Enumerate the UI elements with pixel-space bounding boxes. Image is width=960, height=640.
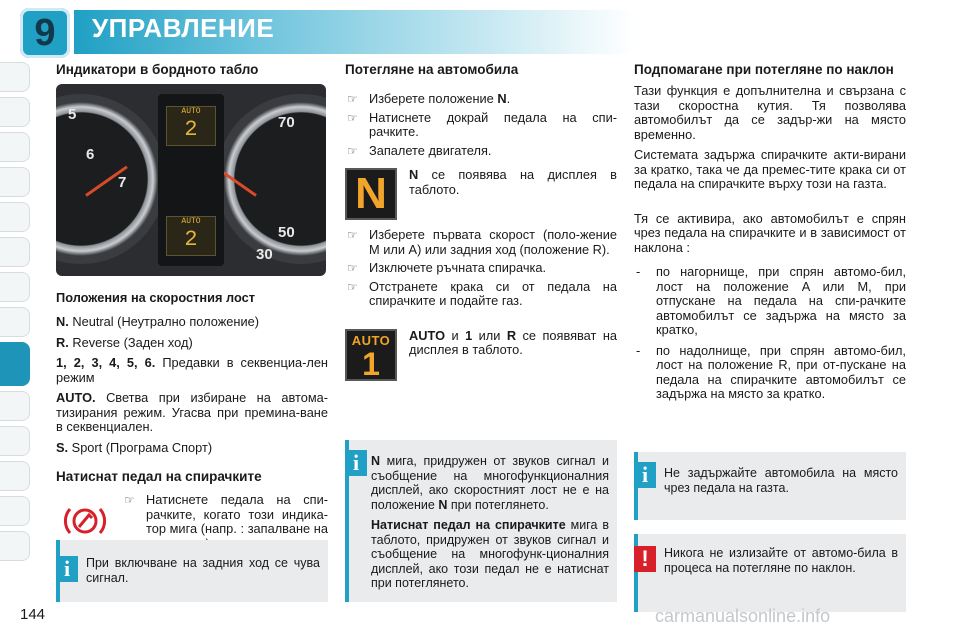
- watermark: carmanualsonline.info: [655, 606, 831, 626]
- hill-start-paragraph: Системата задържа спирачките акти-вирани за кратко, така че да премес-тите крака си от педала на спирачките върху този на газта.: [634, 147, 906, 191]
- side-tab[interactable]: [0, 62, 30, 92]
- n-indicator-row: [345, 168, 617, 220]
- warning-box-leave-vehicle: Никога не излизайте от автомо-била в процеса на потегляне по наклон.: [634, 534, 906, 612]
- gear-item-n: N. Neutral (Неутрално положение): [56, 314, 259, 329]
- n-indicator-picture: N: [345, 168, 397, 220]
- dashboard-illustration: [56, 84, 326, 276]
- list-item: - по нагорнище, при спрян автомо-бил, лост на положение A или M, при отпускане на педала на спи-рачките автомобилът се задържа на място за кратко,: [636, 264, 906, 337]
- speedo-number: 30: [256, 246, 273, 263]
- list-item: ☞ Изберете положение N.: [347, 91, 511, 106]
- warning-icon: !: [634, 546, 656, 572]
- info-icon: i: [345, 450, 367, 476]
- column-dashboard-indicators: [56, 62, 328, 555]
- info-icon: i: [56, 556, 78, 582]
- chapter-title: УПРАВЛЕНИЕ: [92, 13, 275, 43]
- side-tab[interactable]: [0, 167, 30, 197]
- hill-start-paragraph: Тя се активира, ако автомобилът е спрян чрез педала на спирачките и в зависимост от наклона :: [634, 210, 906, 255]
- side-tab[interactable]: [0, 496, 30, 526]
- side-tab[interactable]: [0, 272, 30, 302]
- side-tab[interactable]: [0, 202, 30, 232]
- auto-indicator-row: [345, 329, 617, 381]
- column-hill-start-assist: [634, 62, 906, 408]
- side-tab[interactable]: [0, 132, 30, 162]
- list-item: - по надолнище, при спрян автомо-бил, лост на положение R, при от-пускане на педала на спирачките автомобилът се задържа на място за кратко.: [636, 342, 906, 401]
- gear-item-sequential: 1, 2, 3, 4, 5, 6. Предавки в секвенциа-лен режим: [56, 355, 329, 385]
- list-item: ☞ Отстранете крака си от педала на спирачките и подайте газ.: [347, 278, 617, 308]
- list-item: ☞ Натиснете докрай педала на спи-рачките.: [347, 109, 617, 139]
- lcd-value: 2: [184, 227, 198, 252]
- gear-item-r: R. Reverse (Заден ход): [56, 334, 193, 350]
- speedo-number: 70: [278, 114, 295, 131]
- tacho-number: 7: [118, 174, 127, 191]
- page-number: 144: [20, 606, 46, 623]
- side-tab[interactable]: [0, 391, 30, 421]
- list-item: ☞ Натиснете педала на спи-рачките, когато този индика-тор мига (напр. : запалване на: [124, 492, 328, 536]
- side-tab[interactable]: [0, 307, 30, 337]
- steps-list-a: [345, 92, 617, 158]
- side-tab[interactable]: [0, 237, 30, 267]
- lcd-top: [166, 106, 216, 146]
- brake-pedal-warning-icon: [58, 501, 112, 541]
- column-moving-off: [345, 62, 617, 387]
- hill-start-conditions: [634, 265, 906, 402]
- side-tab[interactable]: [0, 461, 30, 491]
- section-heading-indicators: Индикатори в бордното табло: [56, 62, 259, 77]
- n-indicator-text: N се появява на дисплея в таблото.: [409, 167, 617, 197]
- auto-indicator-text: AUTO и 1 или R се появяват на дисплея в таблото.: [409, 327, 618, 357]
- section-heading-brake-pedal: Натиснат педал на спирачките: [56, 469, 262, 484]
- side-tab[interactable]: [0, 97, 30, 127]
- list-item: ☞ Изключете ръчната спирачка.: [347, 260, 547, 275]
- gear-item-sport: S. Sport (Програма Спорт): [56, 439, 213, 455]
- info-box-moving-off: N мига, придружен от звуков сигнал и съобщение на многофункционалния дисплей, ако скоростният лост не е на положение N при потеглянето. Натиснат педал на спирачките мига в таблото, придружен от звуков сигнал и съобщение на многофунк-ционалния дисплей, ако този педал не е натиснат при потеглянето.: [345, 440, 617, 602]
- side-tab[interactable]: [0, 531, 30, 561]
- gear-item-auto: AUTO. Светва при избиране на автома-тизирания режим. Угасва при премина-ване в секвенциален.: [56, 390, 328, 434]
- side-tab[interactable]: [0, 426, 30, 456]
- section-heading-moving-off: Потегляне на автомобила: [345, 62, 519, 77]
- tacho-number: 5: [68, 106, 77, 123]
- lcd-label: AUTO: [181, 107, 201, 116]
- tacho-number: 6: [86, 146, 95, 163]
- speedo-number: 50: [278, 224, 295, 241]
- section-heading-hill-start: Подпомагане при потегляне по наклон: [634, 62, 894, 77]
- info-box-reverse-signal: При включване на задния ход се чува сигнал.: [56, 540, 328, 602]
- list-item: ☞ Запалете двигателя.: [347, 142, 492, 158]
- auto-1-indicator-picture: AUTO 1: [345, 329, 397, 381]
- side-tab-active[interactable]: [0, 342, 30, 386]
- side-tab-strip: [0, 62, 32, 566]
- hill-start-paragraph: Тази функция е допълнителна и свързана с тази скоростна кутия. Тя позволява автомобилът да се задър-жи на място временно.: [634, 83, 906, 142]
- info-box-accelerator: Не задържайте автомобила на място чрез педала на газта.: [634, 452, 906, 520]
- gear-positions-caption: Положения на скоростния лост: [56, 290, 255, 305]
- lcd-label: AUTO: [181, 217, 201, 226]
- list-item: ☞ Изберете първата скорост (поло-жение M или A) или задния ход (положение R).: [347, 227, 617, 257]
- steps-list-b: [345, 228, 617, 309]
- lcd-value: 2: [184, 117, 198, 142]
- lcd-bottom: [166, 216, 216, 256]
- info-icon: i: [634, 462, 656, 488]
- chapter-number-badge: 9: [20, 8, 70, 58]
